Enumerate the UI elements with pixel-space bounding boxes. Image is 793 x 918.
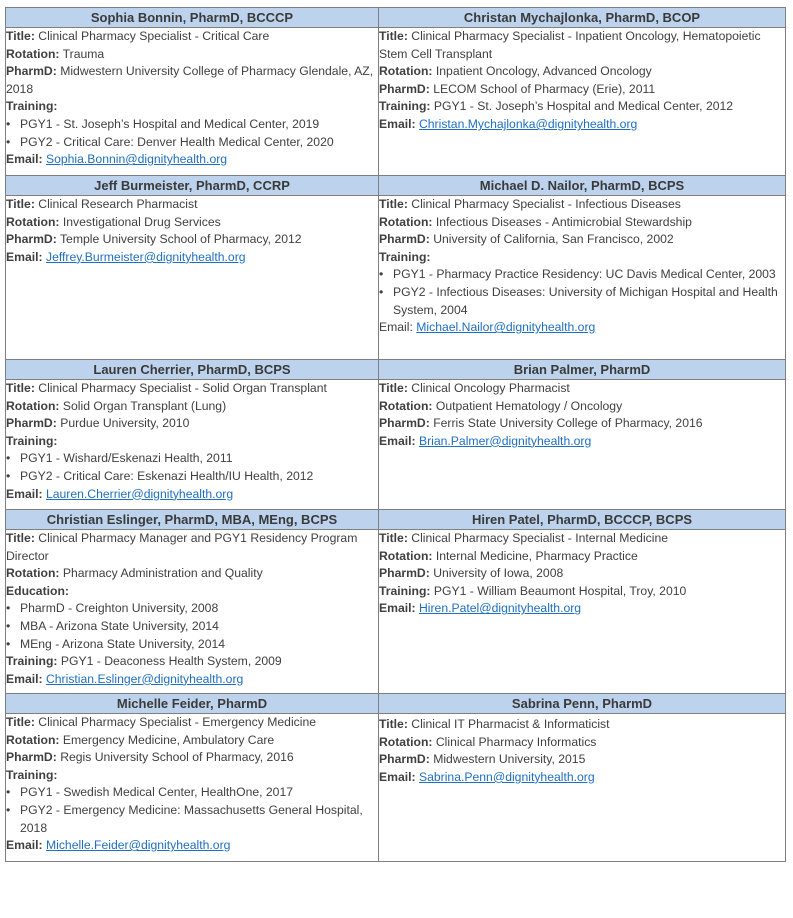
pharmd-label: PharmD: [379,232,430,247]
pharmd-label: PharmD: [379,416,430,431]
education-item: • MBA - Arizona State University, 2014 [6,618,378,636]
title-line [6,380,378,398]
rotation-value: Outpatient Hematology / Oncology [435,398,623,413]
training-label: Training: [379,583,431,598]
pharmd-line [379,415,785,433]
training-line [379,583,785,601]
training-item: • PGY1 - St. Joseph’s Hospital and Medical Center, 2019 [6,116,378,134]
faculty-card-brian-palmer [379,380,786,510]
rotation-value: Inpatient Oncology, Advanced Oncology [435,64,652,79]
title-value: Clinical Pharmacy Manager and PGY1 Residency Program Director [6,531,358,563]
training-label: Training: [379,249,431,264]
title-label: Title: [379,531,408,545]
pharmd-line [6,415,378,433]
title-value: Clinical Research Pharmacist [38,197,198,211]
header-row [6,176,786,196]
email-line [6,151,378,169]
pharmd-value: Midwestern University College of Pharmacy Glendale, AZ, 2018 [6,64,374,96]
pharmd-value: Regis University School of Pharmacy, 2016 [60,750,294,765]
faculty-name: Lauren Cherrier, PharmD, BCPS [6,360,379,380]
rotation-value: Emergency Medicine, Ambulatory Care [62,732,275,747]
rotation-line [6,398,378,416]
title-line [379,196,785,214]
rotation-line [379,548,785,566]
title-label: Title: [6,715,35,729]
rotation-line [6,732,378,750]
email-line [379,433,785,451]
title-line [6,530,378,565]
pharmd-value: Purdue University, 2010 [60,416,190,431]
pharmd-line [6,63,378,98]
faculty-card-christian-eslinger [6,530,379,694]
rotation-value: Internal Medicine, Pharmacy Practice [435,548,638,563]
faculty-name: Michael D. Nailor, PharmD, BCPS [379,176,786,196]
email-line [379,600,785,618]
education-item: • PharmD - Creighton University, 2008 [6,600,378,618]
email-label: Email: [379,433,416,448]
pharmd-label: PharmD: [6,232,57,247]
title-label: Title: [6,381,35,395]
training-item: • PGY1 - Wishard/Eskenazi Health, 2011 [6,450,378,468]
email-link[interactable]: Sabrina.Penn@dignityhealth.org [418,769,595,784]
rotation-line [379,63,785,81]
training-list [6,784,378,837]
faculty-card-jeff-burmeister [6,196,379,360]
pharmd-value: University of Iowa, 2008 [433,566,564,581]
faculty-card-lauren-cherrier [6,380,379,510]
rotation-line [6,565,378,583]
pharmd-value: Ferris State University College of Pharmacy, 2016 [433,416,703,431]
rotation-line [379,214,785,232]
training-value: PGY1 - St. Joseph’s Hospital and Medical Center, 2012 [433,99,734,114]
email-label: Email: [379,116,416,131]
email-link[interactable]: Christan.Mychajlonka@dignityhealth.org [418,116,638,131]
pharmd-value: Temple University School of Pharmacy, 2012 [59,232,302,247]
faculty-name: Hiren Patel, PharmD, BCCCP, BCPS [379,510,786,530]
rotation-value: Solid Organ Transplant (Lung) [62,398,227,413]
faculty-name: Jeff Burmeister, PharmD, CCRP [6,176,379,196]
email-link[interactable]: Hiren.Patel@dignityhealth.org [418,601,582,616]
rotation-value: Investigational Drug Services [62,214,221,229]
education-label: Education: [6,583,69,598]
header-row [6,360,786,380]
email-label: Email: [6,486,43,501]
email-link[interactable]: Christian.Eslinger@dignityhealth.org [45,671,244,686]
rotation-value: Infectious Diseases - Antimicrobial Stewardship [435,214,692,229]
faculty-card-sabrina-penn [379,714,786,862]
title-line [379,716,785,734]
training-label: Training: [379,99,431,114]
rotation-label: Rotation: [6,214,60,229]
title-label: Title: [379,197,408,211]
email-link[interactable]: Brian.Palmer@dignityhealth.org [418,433,592,448]
title-label: Title: [6,29,35,43]
pharmd-line [379,231,785,249]
training-line [6,653,378,671]
faculty-name: Christian Eslinger, PharmD, MBA, MEng, BCPS [6,510,379,530]
rotation-value: Trauma [62,46,105,61]
email-link[interactable]: Sophia.Bonnin@dignityhealth.org [45,152,228,167]
pharmd-label: PharmD: [379,752,430,767]
title-value: Clinical IT Pharmacist & Informaticist [411,717,610,731]
email-label: Email: [379,320,413,335]
email-label: Email: [379,601,416,616]
faculty-name: Michelle Feider, PharmD [6,694,379,714]
title-label: Title: [6,531,35,545]
title-value: Clinical Pharmacy Specialist - Emergency Medicine [38,715,317,729]
training-item: • PGY2 - Infectious Diseases: University of Michigan Hospital and Health System, 2004 [379,284,785,319]
rotation-label: Rotation: [6,398,60,413]
email-label: Email: [6,838,43,853]
rotation-line [6,214,378,232]
pharmd-label: PharmD: [6,416,57,431]
training-line [379,98,785,116]
faculty-name: Sabrina Penn, PharmD [379,694,786,714]
training-label: Training: [6,99,58,114]
faculty-card-michael-nailor [379,196,786,360]
email-label: Email: [6,249,43,264]
title-line [379,28,785,63]
pharmd-line [379,751,785,769]
training-label: Training: [6,767,58,782]
rotation-label: Rotation: [379,214,433,229]
faculty-card-michelle-feider [6,714,379,862]
faculty-name: Brian Palmer, PharmD [379,360,786,380]
title-value: Clinical Pharmacy Specialist - Solid Organ Transplant [38,381,327,395]
pharmd-value: Midwestern University, 2015 [433,752,586,767]
header-row [6,510,786,530]
training-label: Training: [6,654,58,669]
title-line [6,714,378,732]
training-item: • PGY2 - Critical Care: Eskenazi Health/IU Health, 2012 [6,468,378,486]
training-item: • PGY1 - Swedish Medical Center, HealthOne, 2017 [6,784,378,802]
title-line [6,196,378,214]
details-row [6,28,786,176]
training-list [6,450,378,485]
title-value: Clinical Pharmacy Specialist - Infectious Diseases [411,197,681,211]
email-line [379,319,785,337]
pharmd-line [379,81,785,99]
details-row [6,714,786,862]
email-line [6,837,378,855]
email-link[interactable]: Jeffrey.Burmeister@dignityhealth.org [45,249,246,264]
pharmd-label: PharmD: [6,750,57,765]
training-item: • PGY1 - Pharmacy Practice Residency: UC Davis Medical Center, 2003 [379,266,785,284]
email-label: Email: [6,671,43,686]
rotation-line [379,398,785,416]
rotation-label: Rotation: [6,46,60,61]
rotation-line [6,46,378,64]
training-item: • PGY2 - Emergency Medicine: Massachusetts General Hospital, 2018 [6,802,378,837]
rotation-value: Pharmacy Administration and Quality [62,566,263,581]
title-value: Clinical Oncology Pharmacist [411,381,570,395]
pharmd-label: PharmD: [379,566,430,581]
email-link[interactable]: Lauren.Cherrier@dignityhealth.org [45,486,234,501]
training-list [379,266,785,319]
pharmd-value: LECOM School of Pharmacy (Erie), 2011 [433,81,656,96]
email-link[interactable]: Michelle.Feider@dignityhealth.org [45,838,231,853]
rotation-label: Rotation: [379,734,433,749]
faculty-card-christan-mychajlonka [379,28,786,176]
title-value: Clinical Pharmacy Specialist - Critical Care [38,29,270,43]
email-line [6,671,378,689]
email-label: Email: [379,769,416,784]
email-line [379,116,785,134]
rotation-label: Rotation: [379,398,433,413]
training-list [6,116,378,151]
rotation-line [379,734,785,752]
email-line [6,249,378,267]
title-line [379,530,785,548]
email-line [379,769,785,787]
header-row [6,694,786,714]
title-label: Title: [379,29,408,43]
training-value: PGY1 - William Beaumont Hospital, Troy, 2010 [433,583,687,598]
title-line [379,380,785,398]
rotation-label: Rotation: [379,548,433,563]
pharmd-label: PharmD: [6,64,57,79]
details-row [6,530,786,694]
title-value: Clinical Pharmacy Specialist - Inpatient Oncology, Hematopoietic Stem Cell Transplant [379,29,761,61]
details-row [6,380,786,510]
faculty-name: Sophia Bonnin, PharmD, BCCCP [6,8,379,28]
pharmd-value: University of California, San Francisco, 2002 [433,232,674,247]
email-link[interactable]: Michael.Nailor@dignityhealth.org [416,320,596,335]
faculty-name: Christan Mychajlonka, PharmD, BCOP [379,8,786,28]
training-item: • PGY2 - Critical Care: Denver Health Medical Center, 2020 [6,134,378,152]
education-item: • MEng - Arizona State University, 2014 [6,636,378,654]
rotation-label: Rotation: [379,64,433,79]
education-list [6,600,378,653]
training-label: Training: [6,433,58,448]
faculty-card-hiren-patel [379,530,786,694]
pharmd-line [6,749,378,767]
training-value: PGY1 - Deaconess Health System, 2009 [60,654,282,669]
email-label: Email: [6,152,43,167]
details-row [6,196,786,360]
faculty-directory-table [5,7,786,862]
title-line [6,28,378,46]
faculty-card-sophia-bonnin [6,28,379,176]
rotation-label: Rotation: [6,732,60,747]
title-label: Title: [379,717,408,731]
rotation-label: Rotation: [6,566,60,581]
email-line [6,486,378,504]
pharmd-line [379,565,785,583]
title-label: Title: [6,197,35,211]
rotation-value: Clinical Pharmacy Informatics [435,734,597,749]
pharmd-label: PharmD: [379,81,430,96]
title-label: Title: [379,381,408,395]
header-row [6,8,786,28]
pharmd-line [6,231,378,249]
title-value: Clinical Pharmacy Specialist - Internal Medicine [411,531,669,545]
